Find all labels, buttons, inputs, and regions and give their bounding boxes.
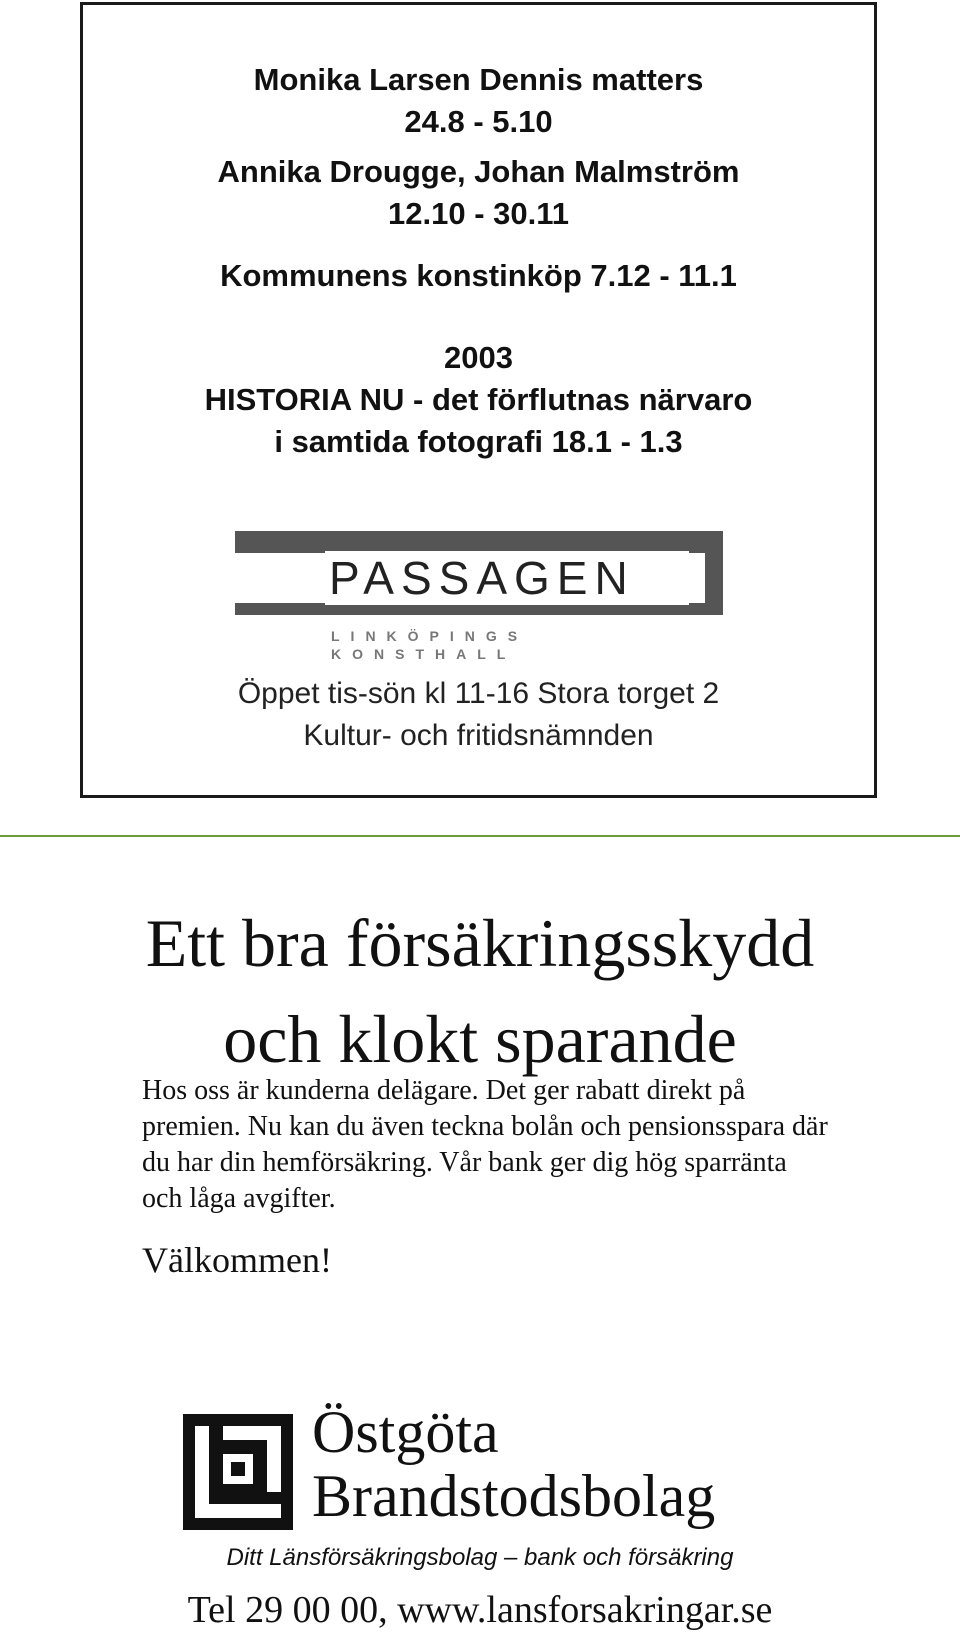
ad-headline xyxy=(0,895,960,1087)
exhibition-title: Monika Larsen Dennis matters xyxy=(253,62,704,97)
year-heading: 2003 xyxy=(444,340,513,375)
headline-line-2: och klokt sparande xyxy=(223,1001,737,1077)
brand-name-line-1: Östgöta xyxy=(312,1399,499,1465)
opening-info xyxy=(83,673,874,757)
contact-info: Tel 29 00 00, www.lansforsakringar.se xyxy=(187,1589,773,1631)
exhibition-title: Kommunens konstinköp 7.12 - 11.1 xyxy=(220,258,737,293)
brandstodsbolag-logo-icon xyxy=(183,1414,293,1530)
welcome-text: Välkommen! xyxy=(142,1240,332,1280)
exhibition-1 xyxy=(83,59,874,143)
section-divider xyxy=(0,835,960,837)
sponsor: Kultur- och fritidsnämnden xyxy=(303,719,654,752)
brand-tagline: Ditt Länsförsäkringsbolag – bank och försäkring xyxy=(226,1544,734,1571)
passagen-logo xyxy=(235,531,725,662)
exhibition-dates: 12.10 - 30.11 xyxy=(388,196,569,231)
feature-title: HISTORIA NU - det förflutnas närvaro xyxy=(204,382,753,417)
exhibition-2 xyxy=(83,151,874,235)
ad-body-text: Hos oss är kunderna delägare. Det ger rabatt direkt på premien. Nu kan du även teckna bolån och pensionsspara där du har din hemförsäkring. Vår bank ger dig hög sparränta och låga avgifter. xyxy=(142,1075,828,1214)
exhibition-title: Annika Drougge, Johan Malmström xyxy=(217,154,740,189)
brand-name xyxy=(312,1400,715,1528)
exhibition-3 xyxy=(83,255,874,297)
exhibition-dates: 24.8 - 5.10 xyxy=(404,104,553,139)
opening-hours: Öppet tis-sön kl 11-16 Stora torget 2 xyxy=(237,677,720,710)
passagen-ad xyxy=(80,2,877,798)
logo-subtitle: LINKÖPINGS KONSTHALL xyxy=(331,628,529,662)
logo-bar-top xyxy=(235,531,723,553)
logo-wordmark: PASSAGEN xyxy=(325,551,689,605)
headline-line-1: Ett bra försäkringsskydd xyxy=(145,905,815,981)
brand-name-line-2: Brandstodsbolag xyxy=(312,1463,716,1529)
logo-bar-right xyxy=(705,531,723,603)
feature-exhibition xyxy=(83,337,874,463)
feature-subtitle: i samtida fotografi 18.1 - 1.3 xyxy=(274,424,683,459)
